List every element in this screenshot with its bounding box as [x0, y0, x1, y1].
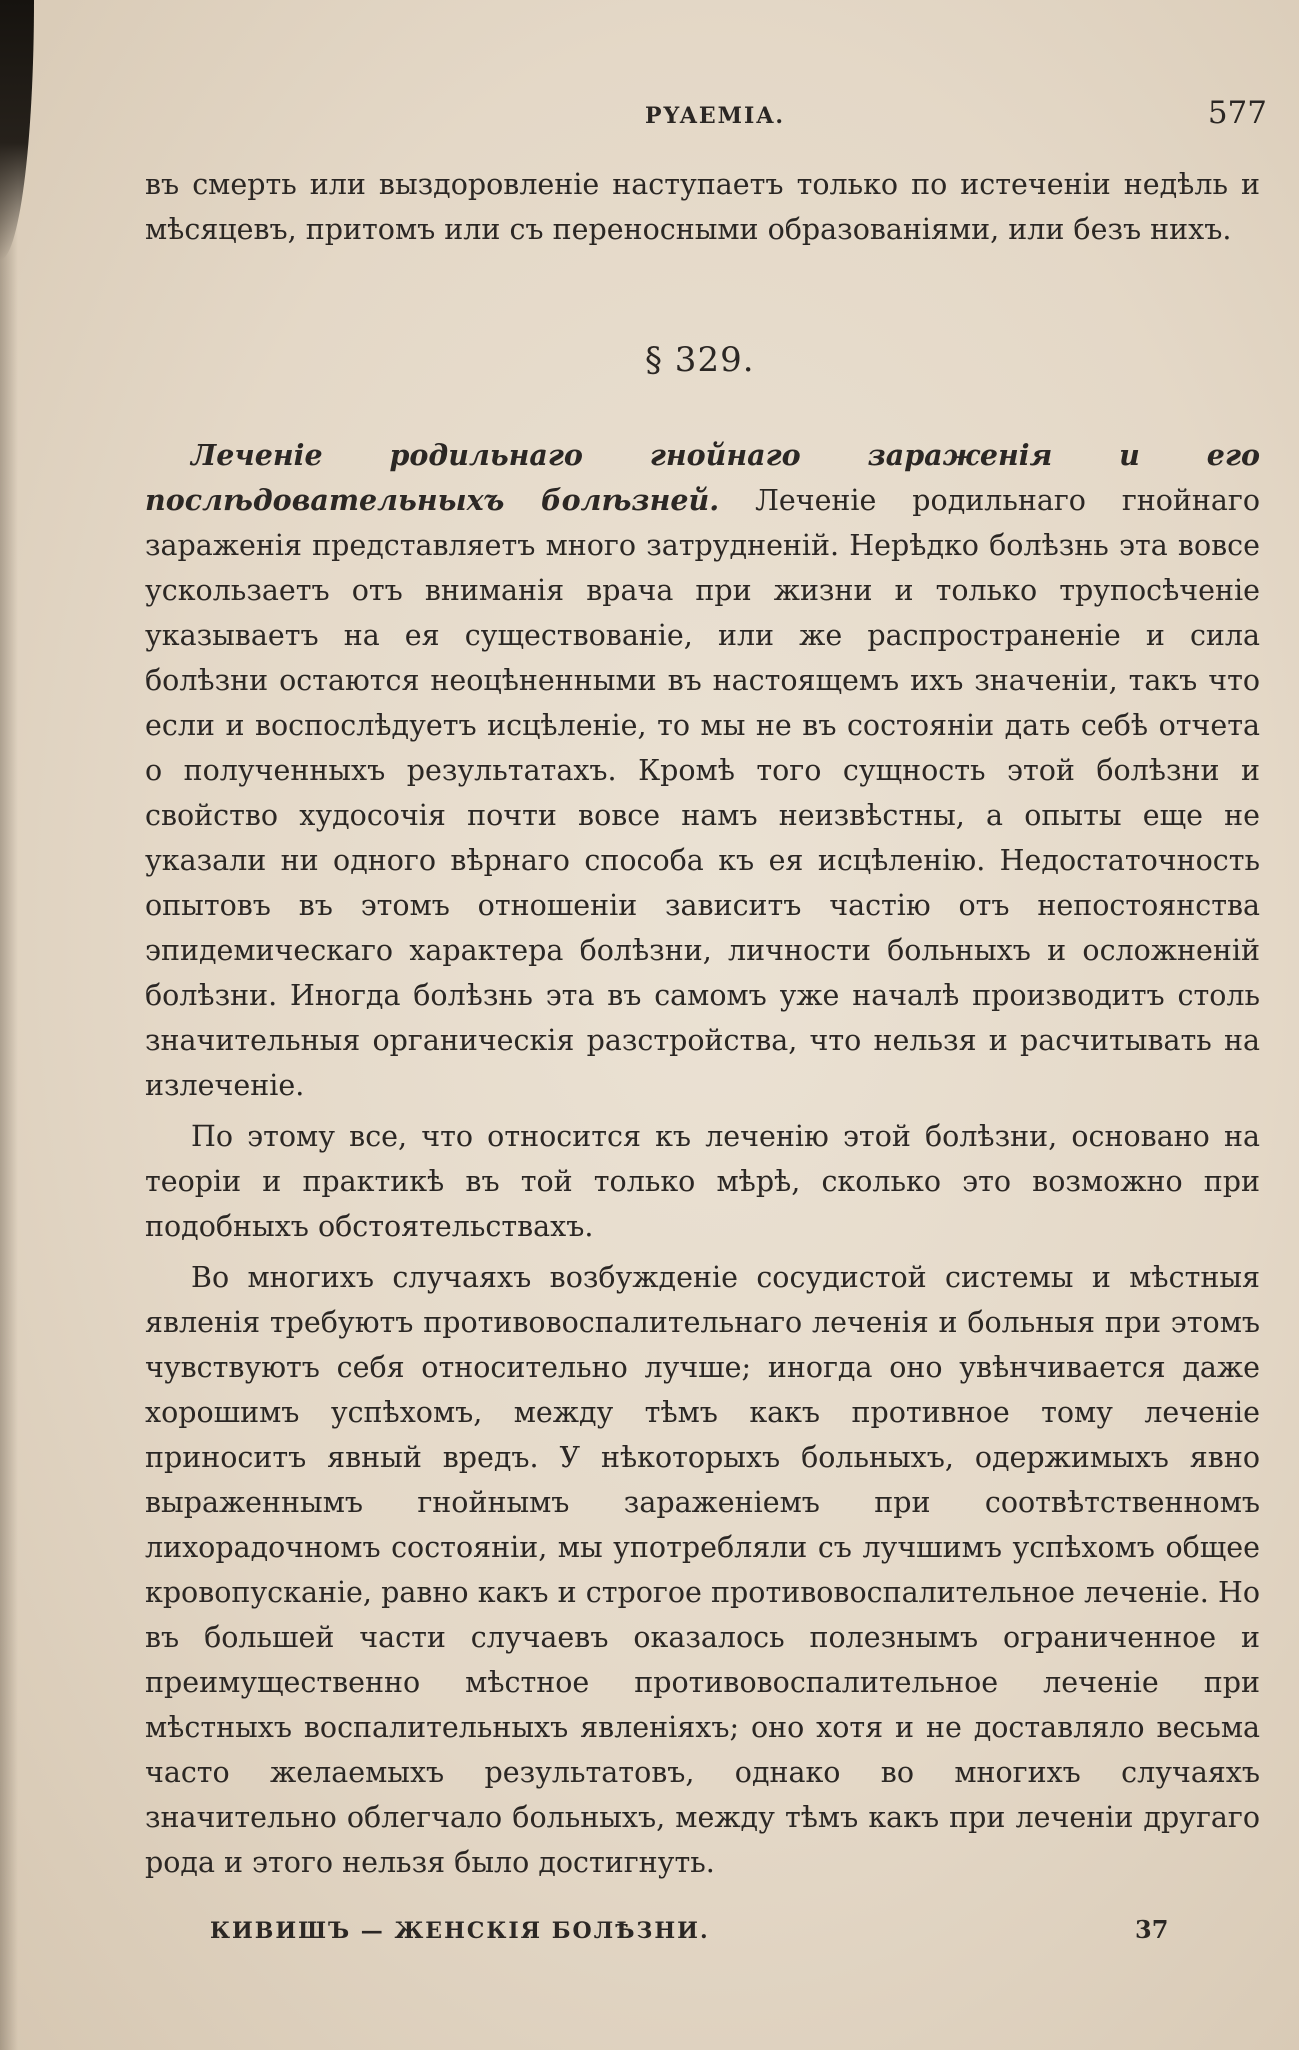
page-edge-shadow [0, 0, 18, 2050]
paragraph-treatment-intro [145, 433, 1260, 1108]
paragraph-treatment-text: Леченіе родильнаго гнойнаго зараженія представляетъ много затрудненій. Нерѣдко болѣзнь эта вовсе ускользаетъ отъ вниманія врача при жизни и только трупосѣченіе указываетъ на ея существованіе, или же распространеніе и сила болѣзни остаются неоцѣненными въ настоящемъ ихъ значеніи, такъ что если и воспослѣдуетъ исцѣленіе, то мы не въ состояніи дать себѣ отчета о полученныхъ результатахъ. Кромѣ того сущность этой болѣзни и свойство худосочія почти вовсе намъ неизвѣстны, а опыты еще не указали ни одного вѣрнаго способа къ ея исцѣленію. Недостаточность опытовъ въ этомъ отношеніи зависитъ частію отъ непостоянства эпидемическаго характера болѣзни, личности больныхъ и осложненій болѣзни. Иногда болѣзнь эта въ самомъ уже началѣ производитъ столь значительныя органическія разстройства, что нельзя и расчитывать на излеченіе. [145, 484, 1260, 1102]
page-number: 577 [1207, 95, 1267, 131]
paragraph-theory-practice: По этому все, что относится къ леченію этой болѣзни, основано на теоріи и практикѣ въ той только мѣрѣ, сколько это возможно при подобныхъ обстоятельствахъ. [145, 1120, 1260, 1243]
section-body [145, 433, 1260, 1885]
paragraph-run-in-heading: Леченіе родильнаго гнойнаго зараженія и его послѣдовательныхъ болѣзней. [145, 438, 1260, 517]
signature-number: 37 [1135, 1915, 1169, 1944]
first-paragraph: въ смерть или выздоровленіе наступаетъ только по истеченіи недѣль и мѣсяцевъ, притомъ или съ переносными образованіями, или безъ нихъ. [145, 168, 1260, 246]
paragraph-antiphlogistic-treatment: Во многихъ случаяхъ возбужденіе сосудистой системы и мѣстныя явленія требуютъ противовоспалительнаго леченія и больныя при этомъ чувствуютъ себя относительно лучше; иногда оно увѣнчивается даже хорошимъ успѣхомъ, между тѣмъ какъ противное тому леченіе приноситъ явный вредъ. У нѣкоторыхъ больныхъ, одержимыхъ явно выраженнымъ гнойнымъ зараженіемъ при соотвѣтственномъ лихорадочномъ состояніи, мы употребляли съ лучшимъ успѣхомъ общее кровопусканіе, равно какъ и строгое противовоспалительное леченіе. Но въ большей части случаевъ оказалось полезнымъ ограниченное и преимущественно мѣстное противовоспалительное леченіе при мѣстныхъ воспалительныхъ явленіяхъ; оно хотя и не доставляло весьма часто желаемыхъ результатовъ, однако во многихъ случаяхъ значительно облегчало больныхъ, между тѣмъ какъ при леченіи другаго рода и этого нельзя было достигнуть. [145, 1261, 1260, 1879]
continued-text-block [145, 162, 1260, 252]
section-heading: § 329. [645, 340, 755, 380]
printer-signature: КИВИШЪ — ЖЕНСКІЯ БОЛѢЗНИ. [210, 1918, 710, 1944]
running-head: PYAEMIA. [645, 103, 786, 129]
page-corner-shadow [0, 0, 34, 260]
